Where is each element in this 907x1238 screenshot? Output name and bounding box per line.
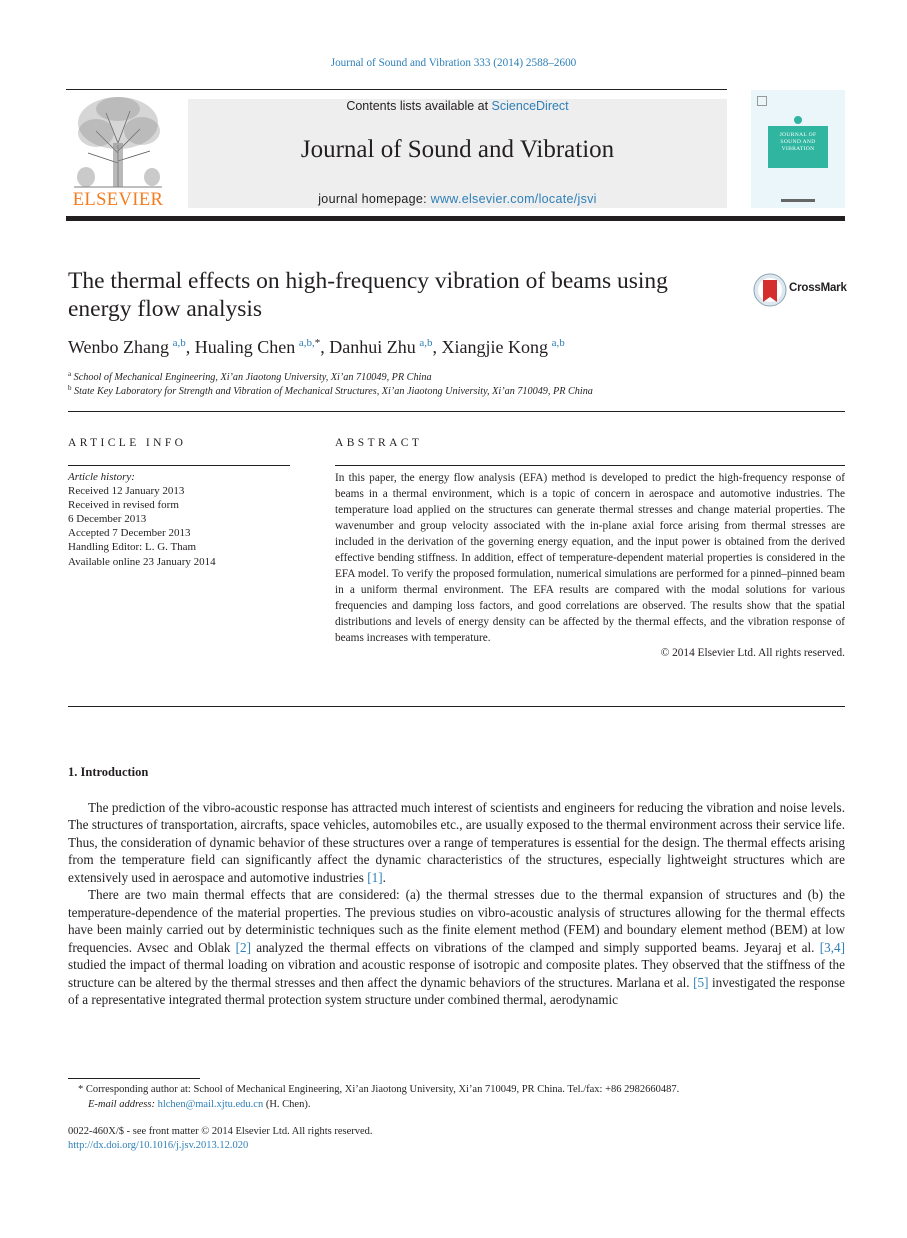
paragraph-text: investigated the response of a representative integrated thermal protection system structure under combined thermal, aerodynamic — [68, 974, 845, 1007]
author-affil-sup[interactable]: a,b — [419, 337, 433, 349]
author-name[interactable]: Wenbo Zhang — [68, 337, 170, 357]
email-label: E-mail address: — [88, 1099, 158, 1110]
history-line: Received in revised form — [68, 499, 179, 512]
doi-link[interactable]: http://dx.doi.org/10.1016/j.jsv.2013.12.020 — [68, 1140, 249, 1151]
citation-link[interactable]: [1] — [367, 869, 383, 885]
cover-dot-icon — [794, 116, 802, 124]
email-footnote — [88, 1099, 310, 1110]
cover-line-2: SOUND AND — [780, 139, 816, 145]
crossmark-icon — [753, 272, 789, 308]
author-affil-sup[interactable]: a,b, — [298, 337, 315, 349]
divider-top — [68, 411, 845, 412]
crossmark-badge[interactable] — [753, 272, 845, 308]
citation-link[interactable]: [3,4] — [819, 939, 845, 955]
author-name[interactable]: Hualing Chen — [194, 337, 296, 357]
affiliation-text: School of Mechanical Engineering, Xi’an Jiaotong University, Xi’an 710049, PR China — [73, 372, 432, 383]
paragraph-text: There are two main thermal effects that are considered: (a) the thermal stresses due to the thermal expansion of structures and (b) the temperature-dependence of the material properties. The previous studies on vibro-acoustic analysis of structures allowing for the thermal effects have been mainly carried out by deterministic techniques such as the finite element method (FEM) and boundary element method (BEM) at low frequencies. Avsec and Oblak — [68, 887, 845, 955]
paragraph — [68, 799, 845, 886]
footnote-rule — [68, 1078, 200, 1079]
abstract-text: In this paper, the energy flow analysis (EFA) method is developed to predict the high-frequency response of beams in a thermal environment, which is a topic of concern in aerospace and automotive industries. The temperature load applied on the structures can generate thermal stresses and change material properties. The wavenumber and group velocity associated with the in-plane axial force arising from thermal stresses are included in the derivation of the governing energy equation, and the input power is obtained from the derived effective bending stiffness. In addition, effect of temperature-dependent material properties is considered in the EFA model. To verify the proposed formulation, numerical simulations are performed for a pinned–pinned beam in a uniform thermal environment. The EFA results are compared with the modal solutions for various frequencies and damping loss factors, and good correlations are observed. The results show that the spatial distributions and levels of energy density can be affected by the thermal effects, and the vibration response of beams increases with temperature. — [335, 472, 845, 644]
citation-link[interactable]: [2] — [235, 939, 251, 955]
email-link[interactable]: hlchen@mail.xjtu.edu.cn — [157, 1099, 264, 1110]
journal-cover[interactable] — [751, 90, 845, 208]
article-title: The thermal effects on high-frequency vibration of beams using energy flow analysis — [68, 268, 668, 322]
contents-line — [188, 99, 727, 113]
author-affil-sup[interactable]: a,b — [551, 337, 565, 349]
author-name[interactable]: Danhui Zhu — [329, 337, 416, 357]
history-line: 6 December 2013 — [68, 513, 147, 526]
affiliation-a — [68, 370, 432, 383]
elsevier-tree-icon — [66, 93, 170, 189]
introduction-body — [68, 799, 845, 1008]
corresponding-footnote — [78, 1084, 679, 1095]
homepage-line — [188, 192, 727, 206]
cover-line-1: JOURNAL OF — [779, 132, 817, 138]
affiliation-sup: b — [68, 384, 72, 392]
corresponding-mark[interactable]: * — [314, 337, 321, 349]
affiliation-b — [68, 384, 593, 397]
footnote-mark: * — [78, 1084, 84, 1095]
divider-bottom — [68, 706, 845, 707]
abstract-rule — [335, 465, 845, 466]
paragraph-text: analyzed the thermal effects on vibrations of the clamped and simply supported beams. Jeyaraj et al. — [250, 939, 820, 955]
footnote-text: Corresponding author at: School of Mechanical Engineering, Xi’an Jiaotong University, Xi’an 710049, PR China. Tel./fax: +86 2982660487. — [83, 1084, 680, 1095]
publisher-name: ELSEVIER — [72, 190, 164, 210]
article-info-heading: ARTICLE INFO — [68, 437, 187, 449]
cover-line-3: VIBRATION — [781, 146, 815, 152]
journal-banner — [188, 99, 727, 208]
paragraph-text: The prediction of the vibro-acoustic response has attracted much interest of scientists and engineers for reducing the vibration and noise levels. The structures of transportation, aircrafts, space vehicles, automobiles etc., are usually exposed to the thermal environment across their service life. Thus, the consideration of dynamic behavior of these structures over a range of temperatures is essential for the design. The thermal effects arising from the temperature field can significantly affect the dynamic characteristics of the structures, especially lightweight structures which are extensively used in aerospace and automotive industries — [68, 800, 845, 885]
contents-prefix: Contents lists available at — [346, 99, 492, 113]
history-line: Received 12 January 2013 — [68, 485, 185, 498]
issn-line: 0022-460X/$ - see front matter © 2014 Elsevier Ltd. All rights reserved. — [68, 1126, 373, 1137]
history-line: Handling Editor: L. G. Tham — [68, 541, 197, 554]
author-name[interactable]: Xiangjie Kong — [441, 337, 548, 357]
cover-emblem-icon — [757, 96, 767, 106]
homepage-link[interactable]: www.elsevier.com/locate/jsvi — [430, 192, 597, 206]
sciencedirect-link[interactable]: ScienceDirect — [491, 99, 569, 113]
citation-link[interactable]: [5] — [693, 974, 709, 990]
paragraph-text: . — [382, 869, 386, 885]
abstract-body — [335, 471, 845, 662]
elsevier-logo[interactable] — [66, 93, 170, 211]
header-rule-top — [66, 89, 727, 90]
paragraph-text: studied the impact of thermal loading on vibration and acoustic response of isotropic and composite plates. They observed that the stiffness of the structure can be altered by the thermal stresses and then affect the dynamic behaviors of the structures. Marlana et al. — [68, 957, 845, 990]
journal-title: Journal of Sound and Vibration — [300, 136, 615, 163]
abstract-heading: ABSTRACT — [335, 437, 423, 449]
email-suffix: (H. Chen). — [263, 1099, 311, 1110]
history-line: Accepted 7 December 2013 — [68, 527, 191, 540]
cover-footer-mark — [781, 199, 815, 202]
history-label: Article history: — [68, 471, 135, 483]
cover-title-block — [768, 126, 828, 168]
affiliation-sup: a — [68, 370, 72, 378]
journal-citation[interactable]: Journal of Sound and Vibration 333 (2014) 2588–2600 — [330, 57, 577, 69]
abstract-copyright: © 2014 Elsevier Ltd. All rights reserved. — [660, 647, 845, 660]
crossmark-label: CrossMark — [789, 282, 847, 294]
header-rule-thick — [66, 216, 845, 221]
history-line: Available online 23 January 2014 — [68, 555, 216, 568]
affiliation-text: State Key Laboratory for Strength and Vibration of Mechanical Structures, Xi’an Jiaotong University, Xi’an 710049, PR China — [74, 386, 593, 397]
article-history — [68, 470, 290, 569]
article-info-rule — [68, 465, 290, 466]
section-heading-introduction: 1. Introduction — [68, 765, 149, 779]
author-list: Wenbo Zhang $^{a,b}$, Hualing Chen $^{a,b,*}$, Danhui Zhu $^{a,b}$, Xiangjie Kong $^{a,b}$ — [68, 337, 565, 357]
author-affil-sup[interactable]: a,b — [172, 337, 186, 349]
homepage-prefix: journal homepage: — [318, 192, 431, 206]
paragraph — [68, 886, 845, 1008]
